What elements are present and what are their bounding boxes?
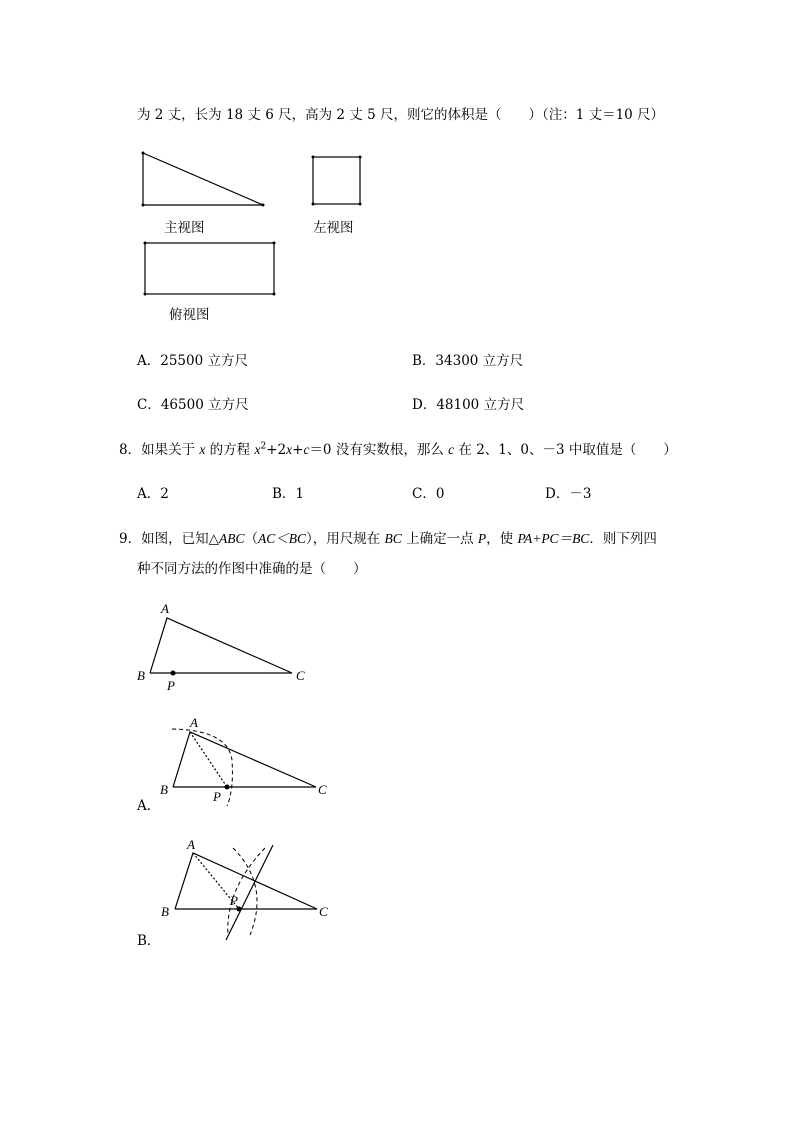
label-c: C — [318, 782, 327, 797]
q8-option-a[interactable]: A．2 — [137, 486, 169, 502]
q8-option-c[interactable]: C．0 — [412, 486, 445, 502]
q8-stem: 8．如果关于 x 的方程 $x^2+2x+c=0$ 没有实数根，那么 c 在 2、1、0、－3 中取值是（ ） — [119, 441, 677, 458]
label-b: B — [161, 904, 169, 919]
left-view-label: 左视图 — [313, 220, 354, 236]
label-a: A — [161, 601, 169, 616]
q8-option-b[interactable]: B．1 — [272, 486, 305, 502]
label-c: C — [319, 904, 328, 919]
q7-option-a[interactable]: A．25500 立方尺 — [137, 353, 248, 369]
q7-stem-line: 为 2 丈，长为 18 丈 6 尺，高为 2 丈 5 尺，则它的体积是（ ）（注：1 丈＝10 尺） — [137, 107, 665, 123]
label-a: A — [190, 715, 198, 730]
q9-stem-line2: 种不同方法的作图中准确的是（ ） — [137, 561, 367, 577]
option-b-label[interactable]: B． — [137, 933, 161, 949]
q7-option-d[interactable]: D．48100 立方尺 — [412, 397, 525, 413]
q9-stem-line1: 9．如图，已知△ABC（AC＜BC），用尺规在 BC 上确定一点 P，使 PA+PC＝BC．则下列四 — [119, 531, 657, 547]
label-p: P — [167, 678, 175, 693]
label-b: B — [137, 668, 145, 683]
q7-option-c[interactable]: C．46500 立方尺 — [137, 397, 249, 413]
label-c: C — [296, 668, 305, 683]
label-p: P — [230, 893, 238, 908]
label-b: B — [160, 782, 168, 797]
front-view-label: 主视图 — [164, 220, 205, 236]
q8-option-d[interactable]: D．－3 — [545, 486, 592, 502]
label-p: P — [213, 789, 221, 804]
top-view-label: 俯视图 — [169, 307, 210, 323]
label-a: A — [187, 837, 195, 852]
option-a-label[interactable]: A． — [137, 798, 161, 814]
q7-option-b[interactable]: B．34300 立方尺 — [412, 353, 524, 369]
